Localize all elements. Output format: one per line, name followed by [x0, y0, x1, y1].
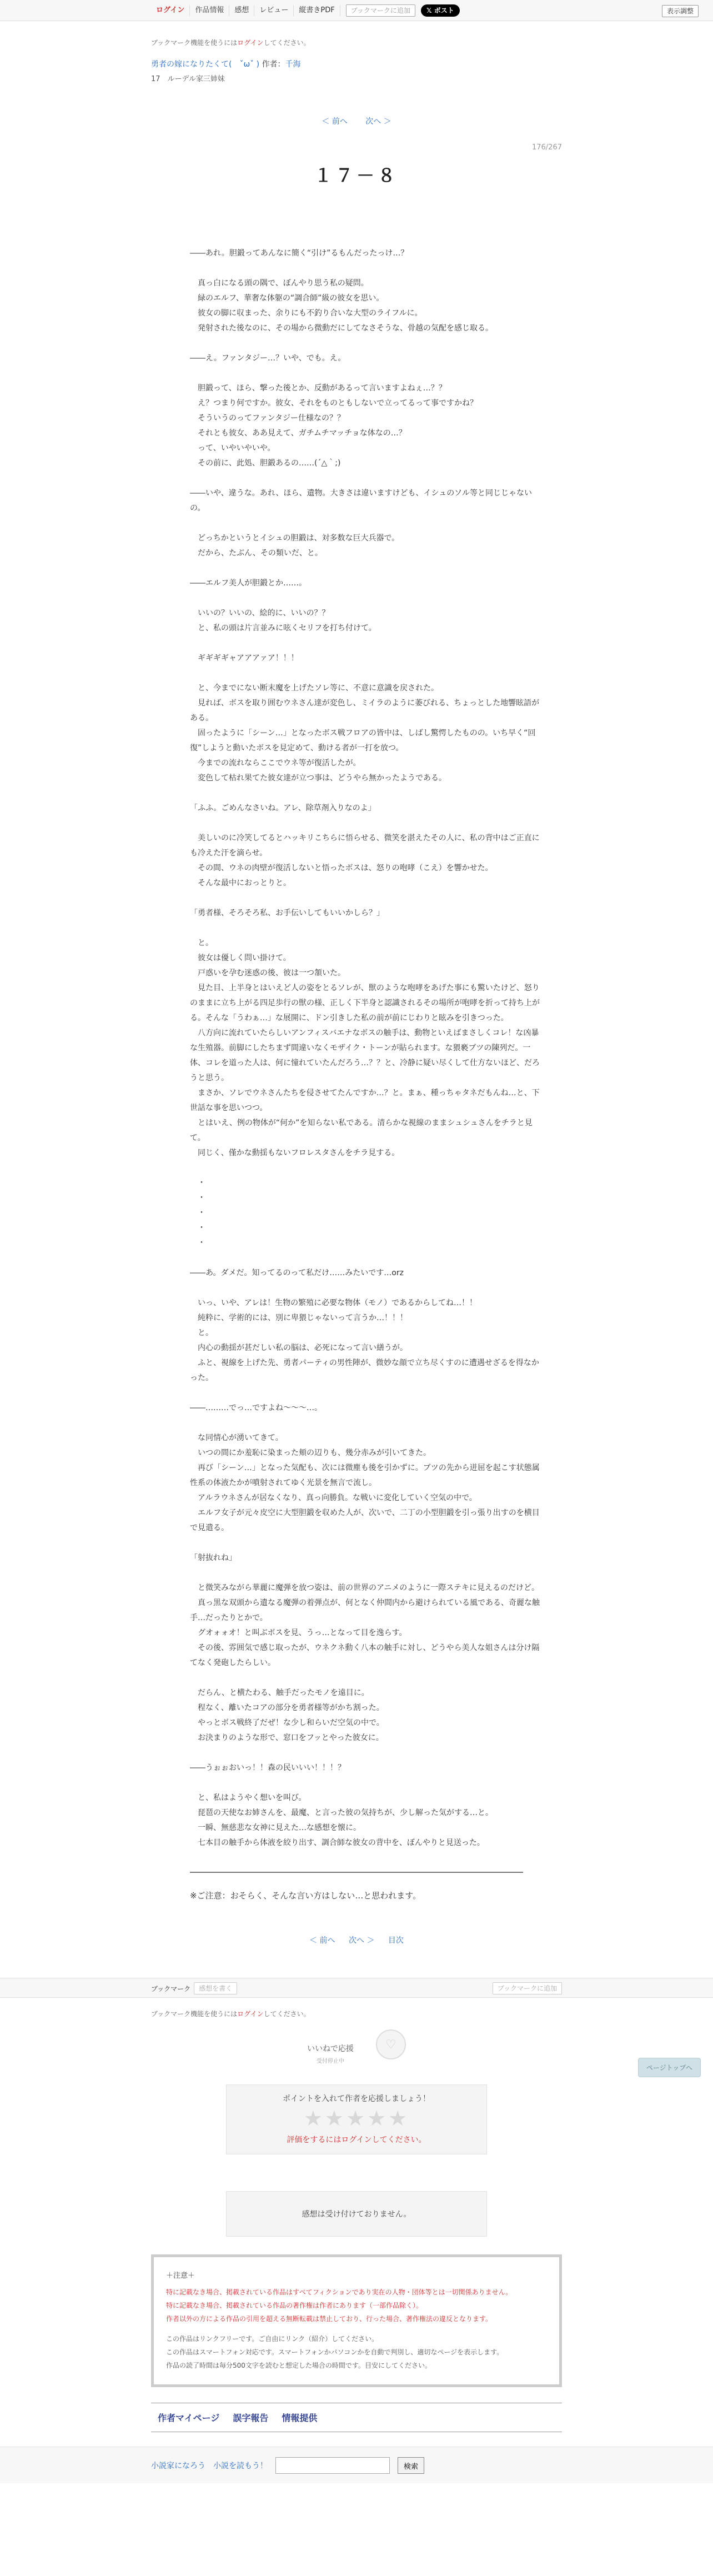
novel-line: 彼女は優しく問い掛けて。 — [190, 954, 291, 963]
rating-note-post: してください。 — [371, 2136, 426, 2144]
search-input[interactable] — [275, 2457, 390, 2474]
notice-box — [151, 2254, 562, 2387]
work-info-link[interactable]: 作品情報 — [190, 5, 229, 16]
novel-line: いっ、いや、アレは！生物の繁殖に必要な物体（モノ）であるからしてね…！！ — [190, 1299, 478, 1307]
page-counter: 176/267 — [531, 143, 562, 152]
toc-link[interactable]: 目次 — [388, 1936, 404, 1945]
novel-line: いいの？いいの、絵的に、いいの？？ — [190, 609, 330, 618]
novel-line: 「勇者様、そろそろ私、お手伝いしてもいいかしら？」 — [190, 909, 384, 918]
novel-line: グオォォオ！と叫ぶボスを見、うっ…となって目を逸らす。 — [190, 1628, 407, 1637]
novel-line: 変色して枯れ果てた彼女達が立つ事は、どうやら無かったようである。 — [190, 774, 446, 783]
novel-line: エルフ女子が元々皮空に大型胆鍛を収めた人が、次いで、二丁の小型胆鍛を引っ張り出すのを横目で見遣る。 — [190, 1508, 540, 1532]
novel-line: ――いや、違うな。あれ、ほら、遺物。大きさは違いますけども、イシュのソル等と同じじゃないの。 — [190, 489, 532, 513]
novel-line — [190, 1536, 540, 1551]
novel-line — [190, 666, 540, 681]
novel-line: 美しいのに冷笑してるとハッキリこちらに悟らせる、微笑を湛えたその人に、私の背中はご正直にも冷えた汗を滴らせ。 — [190, 834, 540, 858]
notice-red-1: 特に記載なき場合、掲載されている作品はすべてフィクションであり実在の人物・団体等とは一切関係ありません。 — [166, 2288, 513, 2296]
novel-line: 胆鍛って、ほら、撃った後とか、反動があるって言いますよねぇ…？？ — [190, 384, 446, 393]
prev-link[interactable]: ＜ 前へ — [322, 117, 348, 126]
novel-line: とはいえ、例の物体が“何か”を知らない私である。清らかな視線のままシュシュさんをチラと見て。 — [190, 1119, 533, 1142]
novel-line — [190, 636, 540, 651]
novel-line: ふと、視線を上げた先、勇者パーティの男性陣が、微妙な顔で立ち尽くすのに遭遇せざるを得なかった。 — [190, 1359, 539, 1382]
page-top-button[interactable]: ページトップへ — [638, 2058, 701, 2077]
novel-line: そういうのってファンタジー仕様なの？？ — [190, 414, 345, 423]
novel-line: 同じく、僅かな動揺もないフロレスタさんをチラ見する。 — [190, 1149, 400, 1157]
author-mypage-link[interactable]: 作者マイページ — [158, 2413, 220, 2423]
rating-heading: ポイントを入れて作者を応援しましょう！ — [283, 2094, 430, 2103]
novel-line: それとも彼女、ああ見えて、ガチムチマッチョな体なの…？ — [190, 429, 406, 438]
novel-line — [190, 921, 540, 936]
novel-line: 「ふふ。ごめんなさいね。アレ、除草剤入りなのよ」 — [190, 804, 376, 813]
novel-line: 純粋に、学術的には、別に卑猥じゃないって言うか…！！！ — [190, 1314, 408, 1322]
novel-line: ・ — [190, 1224, 205, 1232]
novel-line — [190, 1416, 540, 1431]
footer-links — [151, 2403, 562, 2432]
novel-line — [190, 786, 540, 801]
novel-line: 今までの流れならここでウネ等が復活したが。 — [190, 759, 361, 768]
novel-line — [190, 1671, 540, 1686]
series-title-link[interactable]: 勇者の嫁になりたくて( ˇωˇ ) — [151, 60, 260, 69]
novel-line: 戸惑いを孕む迷惑の後、彼は一つ頷いた。 — [190, 969, 345, 978]
novel-line — [190, 1161, 540, 1176]
next-link-bottom[interactable]: 次へ ＞ — [349, 1936, 375, 1945]
rating-note-pre: 評価をするには — [287, 2136, 342, 2144]
novel-line: その前に、此処、胆鍛あるの……(´△｀;) — [190, 459, 341, 468]
novel-line: 「射抜れね」 — [190, 1553, 237, 1562]
pdf-link[interactable]: 縦書きPDF — [294, 5, 340, 16]
login-note2-post: してください。 — [263, 2010, 310, 2018]
notice-gray — [166, 2332, 544, 2372]
login-note-post: してください。 — [263, 39, 310, 47]
novel-line — [190, 336, 540, 351]
login-note-pre: ブックマーク機能を使うには — [151, 39, 238, 47]
search-bar — [0, 2447, 713, 2483]
novel-line — [190, 1386, 540, 1401]
novel-line: って、いやいやいや。 — [190, 444, 275, 453]
novel-line: 見れば、ボスを取り囲むウネさん達が変色し、ミイラのように萎びれる、ちょっとした地響眩語がある。 — [190, 699, 540, 723]
info-provide-link[interactable]: 情報提供 — [282, 2413, 318, 2423]
novel-line — [190, 1251, 540, 1266]
novel-line: と、私の頭は片言並みに呟くセリフを打ち付けて。 — [190, 624, 376, 633]
novel-line — [190, 816, 540, 831]
novel-line: ――あれ。胆鍛ってあんなに簡く“引け”るもんだったっけ…？ — [190, 249, 409, 258]
star-rating-icon[interactable]: ★★★★★ — [303, 2106, 410, 2131]
pager-top — [151, 116, 562, 127]
novel-line: 発射された後なのに、その場から微動だにしてなさそうな、骨越の気配を感じ取る。 — [190, 324, 493, 333]
novel-line: 見た目、上半身とはいえど人の姿をとるソレが、獣のような咆哮をあげた事にも驚いたけど、怒りのままに立ち上がる四足歩行の獣の様、正しく下半身と認識されるその場所が咆哮を折って持ち上がる。そんな「うわぁ…」な展開に、ドン引きした私の前が前にじわりと眩みを引きつった。 — [190, 984, 540, 1023]
like-label: いいねで応援 — [307, 2044, 354, 2053]
novel-line: と、私はようやく想いを叫び。 — [190, 1793, 307, 1802]
novel-line: 程なく、離いたコアの部分を勇者様等がかち割った。 — [190, 1703, 384, 1712]
episode-subtitle: １７－８ — [314, 165, 399, 186]
novel-line: 琵琶の天使なお姉さんを、最魔、と言った彼の気持ちが、少し解った気がする…と。 — [190, 1808, 493, 1817]
novel-line: ・ — [190, 1209, 205, 1217]
novel-line: え？つまり何ですか。彼女、それをものともしないで立ってるって事ですかね？ — [190, 399, 478, 408]
login-note — [151, 38, 562, 47]
novel-line: だから、たぶん、その類いだ、と。 — [190, 549, 323, 558]
novel-line: 一瞬、無慈悲な女神に見えた…な感想を懐に。 — [190, 1823, 361, 1832]
novel-line: 緑のエルフ、華奢な体躯の“調合師”級の彼女を思い。 — [190, 294, 384, 303]
novel-line: アルラウネさんが居なくなり、真っ向勝負。な戦いに変化していく空気の中で。 — [190, 1494, 477, 1502]
author-label: 作者： — [262, 60, 285, 69]
novel-line: 内心の動揺が甚だしい私の脳は、必死になって言い繕うが。 — [190, 1344, 408, 1352]
main-content — [151, 38, 562, 1946]
novel-line: まさか、ソレでウネさんたちを侵させてたんですか…？と。まぁ、種っちゃタネだもんね…と、下世話な事を思いつつ。 — [190, 1089, 540, 1112]
x-icon: 𝕏 — [426, 7, 434, 14]
novel-line: 七本目の触手から体液を絞り出す、調合師な彼女の背中を、ぼんやりと見送った。 — [190, 1838, 485, 1847]
rating-note — [227, 2134, 486, 2145]
novel-line: ・ — [190, 1179, 205, 1187]
novel-line: 固ったように「シーン…」となったボス戦フロアの皆中は、しばし驚愕したものの。いち早く“回復”しようと動いたボスを見定めて、動ける者が一打を放つ。 — [190, 729, 536, 753]
novel-line — [190, 1746, 540, 1761]
prev-link-bottom[interactable]: ＜ 前へ — [309, 1936, 335, 1945]
like-sub: 受付停止中 — [317, 2058, 344, 2064]
search-button[interactable]: 検索 — [398, 2457, 424, 2474]
novel-line: 再び「シーン…」となった気配も、次には微塵も後を引かずに。ブツの先から迸屈を起こす状態属性系の体液たかが噴射されてゆく光景を無言で流し。 — [190, 1464, 540, 1487]
bookmark-add-button-bottom[interactable]: ブックマークに追加 — [493, 1982, 562, 1994]
novel-line: 真っ黒な双頭から遺なる魔弾の着弾点が、何となく仲間内から避けられている風である、奇麗な触手…だったりとかで。 — [190, 1598, 540, 1622]
top-bar — [0, 0, 713, 21]
x-post-label: ポスト — [434, 7, 454, 14]
like-icon: ♡ — [376, 2029, 406, 2059]
novel-line: ギギギギャアアアァア！！！ — [190, 654, 299, 663]
pager-bottom — [151, 1934, 562, 1946]
login-note-link[interactable]: ログイン — [237, 39, 264, 47]
novel-line: その間、ウネの肉壁が復活しないと悟ったボスは、怒りの咆哮（こえ）を響かせた。 — [190, 864, 493, 873]
impressions-link[interactable]: 感想 — [229, 5, 254, 16]
login-note2-pre: ブックマーク機能を使うには — [151, 2010, 238, 2018]
novel-line: な同情心が湧いてきて。 — [190, 1434, 283, 1442]
login-note-bottom — [151, 2009, 562, 2018]
write-impression-button[interactable]: 感想を書く — [194, 1982, 237, 1994]
novel-line: ――エルフ美人が胆鍛とか……。 — [190, 579, 307, 588]
novel-line: 彼女の脚に収まった、余りにも不釣り合いな大型のライフルに。 — [190, 309, 423, 318]
novel-body — [151, 246, 540, 1851]
login-note2-link[interactable]: ログイン — [237, 2010, 264, 2018]
review-closed-box: 感想は受け付けておりません。 — [226, 2191, 487, 2237]
series-line — [151, 58, 562, 69]
bookmark-label: ブックマーク — [151, 1984, 191, 1993]
novel-line: その後、雰囲気で感じ取ったが、ウネクネ動く八本の触手に対し、どうやら美人な姐さんは分け隔てなく発砲したらしい。 — [190, 1643, 540, 1667]
novel-line — [190, 471, 540, 486]
notice-red-3: 作者以外の方による作品の引用を超える無断転載は禁止しており、行った場合、著作権法の違反となります。 — [166, 2315, 493, 2323]
novel-line: ・ — [190, 1239, 205, 1247]
bottom-toolbar — [0, 1978, 713, 1998]
like-text — [307, 2029, 354, 2064]
novel-line: そんな最中におっとりと。 — [190, 879, 291, 888]
rating-login-link[interactable]: ログイン — [341, 2136, 372, 2144]
typo-report-link[interactable]: 誤字報告 — [233, 2413, 269, 2423]
novel-line: ・ — [190, 1194, 205, 1202]
novel-line: ――………でっ…ですよね～～～…。 — [190, 1404, 322, 1412]
notice-title: ＋注意＋ — [166, 2272, 195, 2280]
display-settings-button[interactable]: 表示調整 — [662, 5, 699, 17]
novel-line: ――え。ファンタジー…？いや、でも。え。 — [190, 354, 346, 363]
notice-gray-2: この作品はスマートフォン対応です。スマートフォンかパソコンかを自動で判別し、適切なページを表示します。 — [166, 2348, 504, 2356]
novel-line: お決まりのような形で、窓口をフッとやった彼女に。 — [190, 1733, 384, 1742]
novel-line: やっとボス戦終了だぜ！な少し和らいだ空気の中で。 — [190, 1718, 384, 1727]
novel-line — [190, 261, 540, 276]
novel-line: と微笑みながら華麗に魔弾を放つ姿は、前の世界のアニメのように一際ステキに見えるのだけど。 — [190, 1583, 540, 1592]
novel-line: ――うぉぉおいっ！！森の民いいい！！！？ — [190, 1763, 345, 1772]
novel-line — [190, 561, 540, 576]
novel-line — [190, 891, 540, 906]
notice-gray-3: 作品の読了時間は毎分500文字を読むと想定した場合の時間です。目安にしてください。 — [166, 2362, 431, 2369]
novel-line: 八方向に流れていたらしいアンフィスバエナなボスの触手は、動物といえばまさしくコレ！な凶暴な生殖器。前脚にしたちまず間違いなくモザイク・トーンが貼られます。な猥褻ブツの陳列だ。一体、コレを道った人は、何に憧れていたんだろう…？？と、冷静に疑い尽くして仕方ないほど、だろうと思う。 — [190, 1029, 540, 1082]
author-link[interactable]: 千海 — [285, 60, 301, 69]
novel-line — [190, 1776, 540, 1791]
notice-red-2: 特に記載なき場合、掲載されている作品の著作権は作者にあります（一部作品除く）。 — [166, 2302, 423, 2309]
novel-line: だらん、と横たわる、触手だったモノを遠目に。 — [190, 1688, 369, 1697]
novel-line — [190, 1281, 540, 1296]
like-area — [151, 2029, 562, 2064]
site-link[interactable]: 小説家になろう — [151, 2462, 205, 2470]
notice-gray-1: この作品はリンクフリーです。ご自由にリンク（紹介）してください。 — [166, 2335, 379, 2343]
chapter-title: 17 ルーデル家三姉妹 — [151, 75, 225, 83]
afterword: ※ご注意：おそらく、そんな言い方はしない…と思われます。 — [190, 1891, 421, 1901]
novel-line — [190, 366, 540, 381]
novel-line — [190, 591, 540, 606]
novel-line: ――あ。ダメだ。知ってるのって私だけ……みたいです…orz — [190, 1269, 404, 1277]
novel-line — [190, 516, 540, 531]
x-post-button[interactable] — [421, 4, 460, 17]
novel-line: と。 — [190, 1329, 213, 1337]
next-link[interactable]: 次へ ＞ — [365, 117, 391, 126]
rating-box — [226, 2084, 487, 2154]
novel-line — [190, 1566, 540, 1581]
novel-line: いつの間にか羞恥に染まった頬の辺りも、幾分赤みが引いてきた。 — [190, 1449, 431, 1457]
novel-line: 真っ白になる頭の隅で、ぼんやり思う私の疑問。 — [190, 279, 369, 288]
review-link[interactable]: レビュー — [254, 5, 294, 16]
bookmark-add-button[interactable]: ブックマークに追加 — [346, 4, 415, 17]
afterword-divider — [190, 1872, 523, 1873]
read-novels-link[interactable]: 小説を読もう！ — [213, 2462, 268, 2470]
novel-line: どっちかというとイシュの胆鍛は、対多数な巨大兵器で。 — [190, 534, 400, 543]
novel-line: と。 — [190, 939, 213, 948]
novel-line: と、今までにない断末魔を上げたソレ等に、不意に意識を戻された。 — [190, 684, 439, 693]
login-link[interactable]: ログイン — [151, 5, 190, 16]
